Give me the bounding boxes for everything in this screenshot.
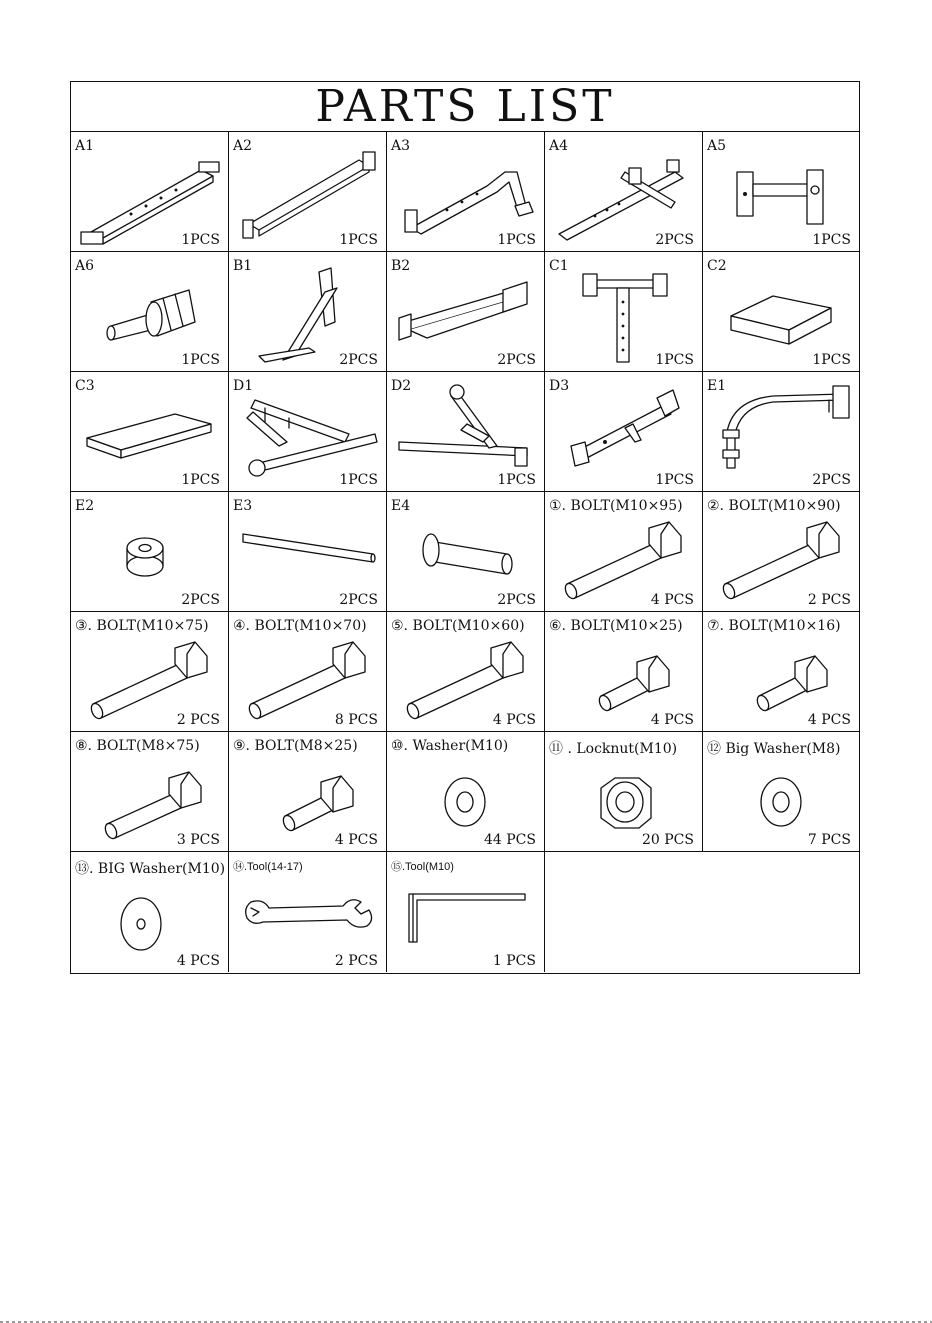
part-label: ⑪ . Locknut(M10): [549, 741, 678, 757]
part-quantity: 3 PCS: [176, 832, 220, 848]
part-quantity: 1PCS: [655, 352, 694, 368]
part-label: ⑤. BOLT(M10×60): [391, 618, 525, 634]
part-quantity: 2PCS: [339, 352, 378, 368]
part-label: B1: [233, 258, 253, 274]
part-quantity: 2PCS: [339, 592, 378, 608]
part-cell: [703, 372, 859, 492]
part-label: ②. BOLT(M10×90): [707, 498, 841, 514]
part-label: E3: [233, 498, 253, 514]
part-cell: [387, 372, 545, 492]
part-label: E4: [391, 498, 411, 514]
part-cell: [229, 372, 387, 492]
part-label: C3: [75, 378, 95, 394]
part-quantity: 2PCS: [497, 352, 536, 368]
part-label: ⑧. BOLT(M8×75): [75, 738, 200, 754]
part-cell: [229, 132, 387, 252]
part-quantity: 1PCS: [181, 352, 220, 368]
part-quantity: 2 PCS: [807, 592, 851, 608]
part-label: D2: [391, 378, 412, 394]
part-cell: [71, 252, 229, 372]
part-quantity: 4 PCS: [650, 712, 694, 728]
part-cell: [545, 372, 703, 492]
part-label: B2: [391, 258, 411, 274]
part-quantity: 1PCS: [655, 472, 694, 488]
part-label: A1: [75, 138, 95, 154]
part-quantity: 1PCS: [812, 352, 851, 368]
part-label: ⑥. BOLT(M10×25): [549, 618, 683, 634]
part-quantity: 2PCS: [181, 592, 220, 608]
part-label: A5: [707, 138, 727, 154]
part-label: D3: [549, 378, 570, 394]
parts-list-sheet: [70, 81, 860, 974]
part-label: A6: [75, 258, 95, 274]
part-cell: [545, 492, 703, 612]
part-cell: [229, 852, 387, 972]
part-quantity: 1PCS: [181, 232, 220, 248]
part-label: A4: [549, 138, 569, 154]
part-label: E1: [707, 378, 727, 394]
part-label: ⑭.Tool(14-17): [233, 861, 303, 873]
part-label: ⑨. BOLT(M8×25): [233, 738, 358, 754]
part-cell: [545, 732, 703, 852]
part-quantity: 4 PCS: [334, 832, 378, 848]
part-cell: [545, 252, 703, 372]
part-label: D1: [233, 378, 254, 394]
page-title: PARTS LIST: [71, 82, 859, 132]
part-quantity: 1PCS: [497, 472, 536, 488]
part-cell: [71, 492, 229, 612]
part-quantity: 4 PCS: [176, 953, 220, 969]
part-label: C2: [707, 258, 727, 274]
part-quantity: 7 PCS: [807, 832, 851, 848]
part-label: ⑮.Tool(M10): [391, 861, 454, 873]
part-label: C1: [549, 258, 569, 274]
part-label: A2: [233, 138, 253, 154]
part-cell: [545, 612, 703, 732]
part-cell: [387, 252, 545, 372]
part-quantity: 2PCS: [812, 472, 851, 488]
part-cell: [71, 612, 229, 732]
part-quantity: 2 PCS: [334, 953, 378, 969]
part-cell: [703, 252, 859, 372]
part-label: E2: [75, 498, 95, 514]
part-cell: [387, 732, 545, 852]
part-cell: [71, 852, 229, 972]
part-quantity: 4 PCS: [492, 712, 536, 728]
part-quantity: 2 PCS: [176, 712, 220, 728]
part-cell: [387, 132, 545, 252]
part-label: ⑩. Washer(M10): [391, 738, 509, 754]
part-label: ⑦. BOLT(M10×16): [707, 618, 841, 634]
part-label: ①. BOLT(M10×95): [549, 498, 683, 514]
part-cell: [229, 492, 387, 612]
part-cell: [387, 492, 545, 612]
part-cell: [387, 852, 545, 972]
part-cell: [387, 612, 545, 732]
part-label: ④. BOLT(M10×70): [233, 618, 367, 634]
part-quantity: 2PCS: [655, 232, 694, 248]
part-cell: [71, 372, 229, 492]
part-quantity: 1PCS: [339, 472, 378, 488]
part-quantity: 1PCS: [339, 232, 378, 248]
part-cell: [545, 132, 703, 252]
part-cell: [71, 732, 229, 852]
part-quantity: 44 PCS: [484, 832, 536, 848]
part-label: ③. BOLT(M10×75): [75, 618, 209, 634]
part-quantity: 2PCS: [497, 592, 536, 608]
part-cell: [703, 492, 859, 612]
part-quantity: 1 PCS: [492, 953, 536, 969]
part-label: A3: [391, 138, 411, 154]
part-quantity: 1PCS: [181, 472, 220, 488]
part-cell: [229, 252, 387, 372]
part-cell: [229, 612, 387, 732]
part-quantity: 4 PCS: [650, 592, 694, 608]
part-quantity: 20 PCS: [642, 832, 694, 848]
part-label: ⑬. BIG Washer(M10): [75, 861, 226, 877]
empty-cell: [545, 852, 859, 972]
part-label: ⑫ Big Washer(M8): [707, 741, 841, 757]
part-quantity: 1PCS: [497, 232, 536, 248]
part-cell: [703, 732, 859, 852]
part-quantity: 1PCS: [812, 232, 851, 248]
part-cell: [703, 132, 859, 252]
part-quantity: 4 PCS: [807, 712, 851, 728]
part-cell: [71, 132, 229, 252]
part-cell: [703, 612, 859, 732]
part-quantity: 8 PCS: [334, 712, 378, 728]
part-cell: [229, 732, 387, 852]
